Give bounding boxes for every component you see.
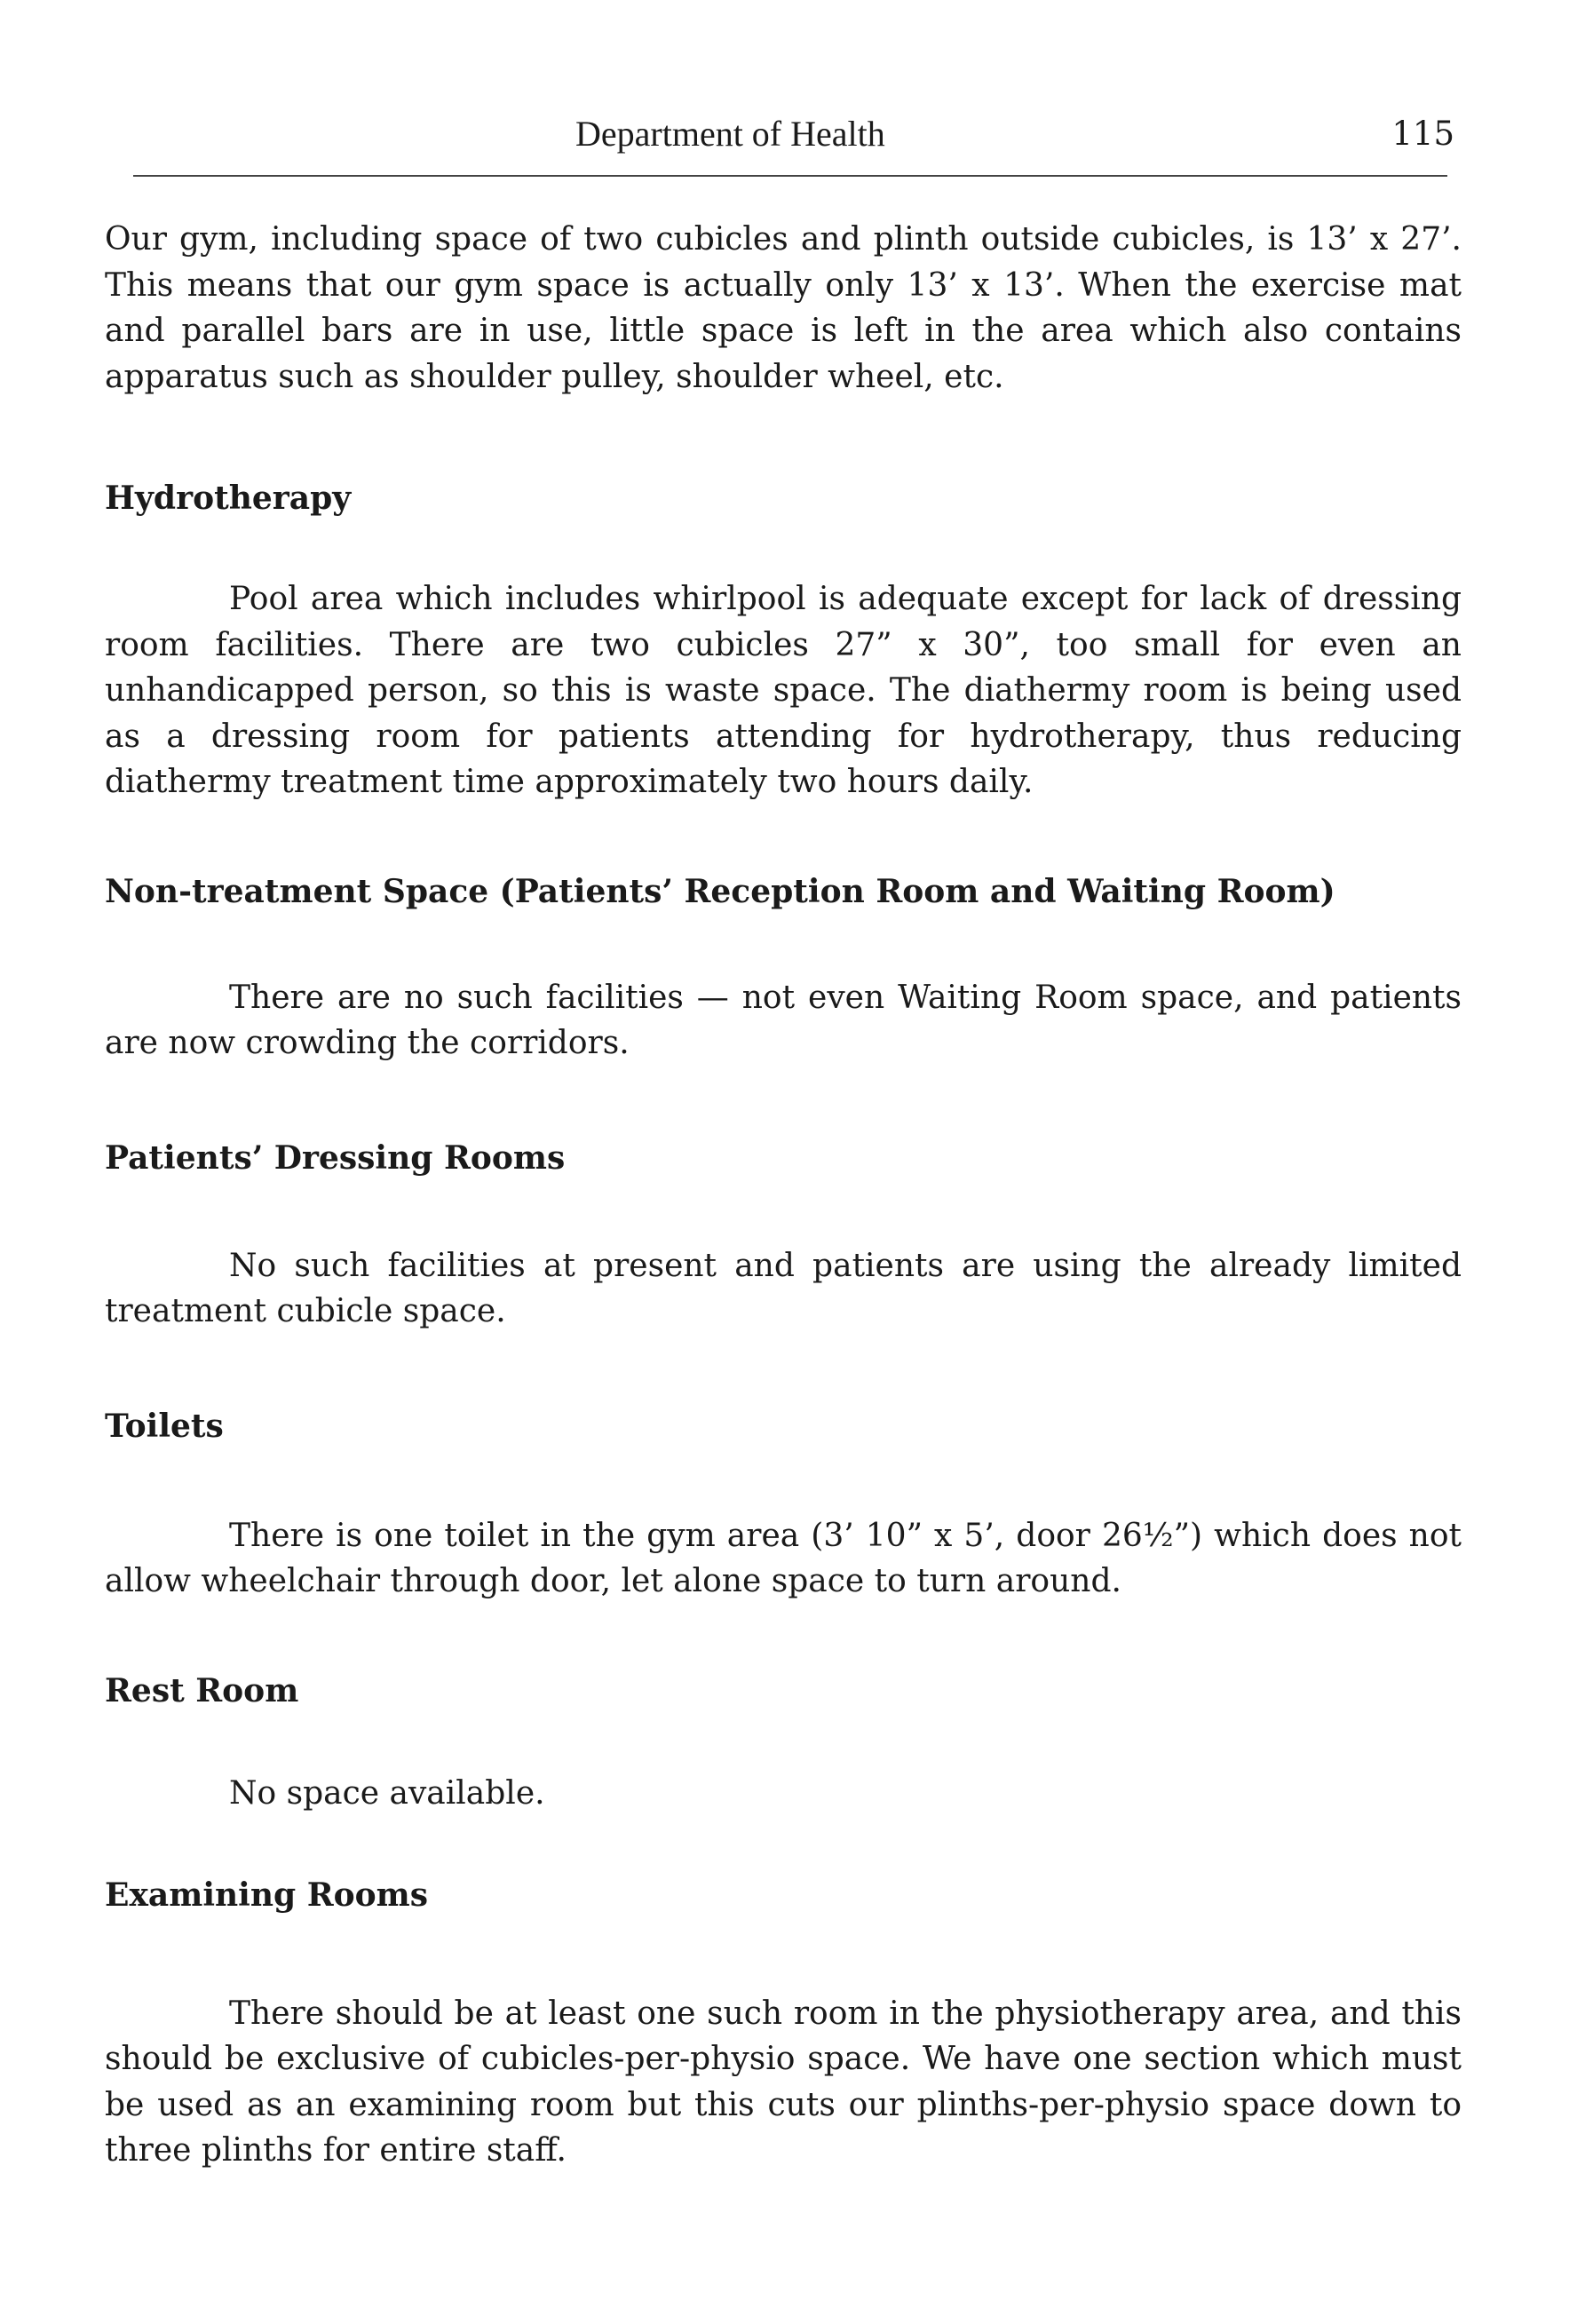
toilets-heading: Toilets	[105, 1407, 224, 1445]
rest-room-heading: Rest Room	[105, 1671, 299, 1709]
examining-rooms-heading: Examining Rooms	[105, 1876, 429, 1914]
non-treatment-heading: Non-treatment Space (Patients’ Reception Room and Waiting Room)	[105, 872, 1335, 910]
header-rule	[133, 175, 1447, 177]
dressing-rooms-heading: Patients’ Dressing Rooms	[105, 1138, 566, 1177]
gym-paragraph: Our gym, including space of two cubicles and plinth outside cubicles, is 13’ x 27’. This means that our gym space is actually only 13’ x 13’. When the exercise mat and parallel bars are in use, little space is left in the area which also contains apparatus such as shoulder pulley, shoulder wheel, etc.	[105, 221, 1462, 395]
running-head-title: Department of Health	[575, 114, 885, 154]
running-head	[105, 112, 1454, 165]
examining-rooms-paragraph: There should be at least one such room in the physiotherapy area, and this should be exclusive of cubicles-per-physio space. We have one section which must be used as an examining room but this cuts our plinths-per-physio space down to three plinths for entire staff.	[105, 1995, 1462, 2169]
non-treatment-paragraph: There are no such facilities — not even Waiting Room space, and patients are now crowding the corridors.	[105, 979, 1462, 1061]
dressing-rooms-paragraph: No such facilities at present and patients are using the already limited treatment cubicle space.	[105, 1247, 1462, 1329]
rest-room-paragraph: No space available.	[229, 1774, 545, 1812]
hydrotherapy-heading: Hydrotherapy	[105, 480, 352, 517]
toilets-paragraph: There is one toilet in the gym area (3’ 10” x 5’, door 26½”) which does not allow wheelchair through door, let alone space to turn around.	[105, 1517, 1462, 1599]
page-number: 115	[1391, 115, 1454, 153]
hydrotherapy-paragraph: Pool area which includes whirlpool is adequate except for lack of dressing room facilities. There are two cubicles 27” x 30”, too small for even an unhandicapped person, so this is waste space. The diathermy room is being used as a dressing room for patients attending for hydrotherapy, thus reducing diathermy treatment time approximately two hours daily.	[105, 581, 1462, 800]
page-body	[105, 217, 1462, 2174]
